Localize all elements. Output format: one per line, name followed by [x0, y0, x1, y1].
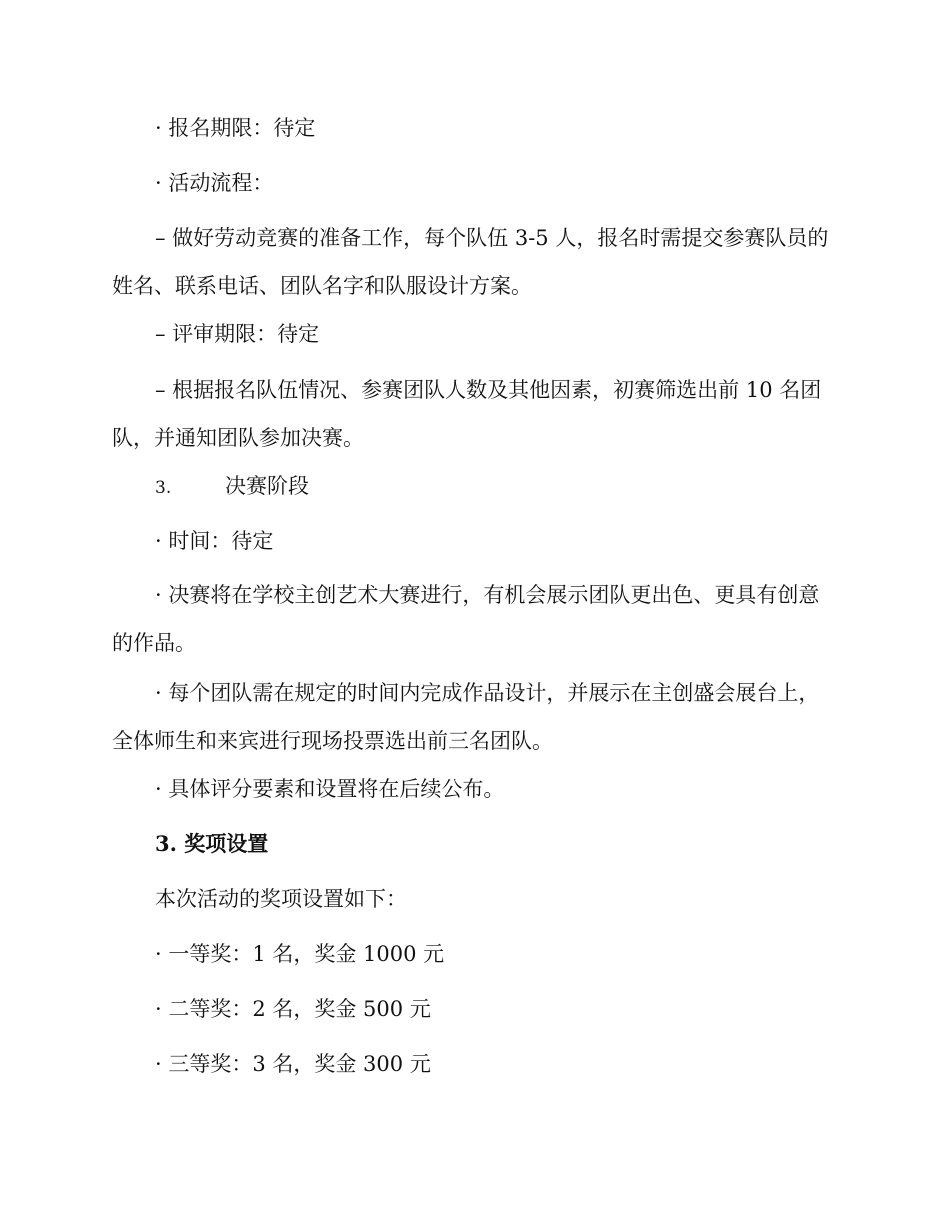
second-prize-item: · 二等奖：2 名，奖金 500 元 [155, 997, 431, 1021]
final-stage-title: 决赛阶段 [225, 474, 309, 498]
preparation-paragraph: – 做好劳动竞赛的准备工作，每个队伍 3-5 人，报名时需提交参赛队员的姓名、联系电话、团队名字和队服设计方案。 [112, 226, 829, 298]
review-deadline-item: – 评审期限：待定 [155, 322, 320, 346]
final-stage-heading [155, 474, 881, 500]
third-prize-item: · 三等奖：3 名，奖金 300 元 [155, 1052, 431, 1076]
final-venue-paragraph: · 决赛将在学校主创艺术大赛进行，有机会展示团队更出色、更具有创意的作品。 [112, 583, 820, 655]
awards-intro: 本次活动的奖项设置如下： [155, 887, 407, 911]
first-prize-item: · 一等奖：1 名，奖金 1000 元 [155, 942, 445, 966]
awards-heading: 3. 奖项设置 [155, 831, 269, 856]
registration-deadline-item: · 报名期限：待定 [155, 116, 316, 140]
preliminary-selection-paragraph: – 根据报名队伍情况、参赛团队人数及其他因素，初赛筛选出前 10 名团队，并通知团队参加决赛。 [112, 378, 822, 450]
section-number: 3. [155, 478, 172, 498]
final-time-item: · 时间：待定 [155, 529, 274, 553]
scoring-info-item: · 具体评分要素和设置将在后续公布。 [155, 777, 505, 801]
activity-process-item: · 活动流程： [155, 171, 274, 195]
final-design-paragraph: · 每个团队需在规定的时间内完成作品设计，并展示在主创盛会展台上，全体师生和来宾进行现场投票选出前三名团队。 [112, 681, 820, 753]
